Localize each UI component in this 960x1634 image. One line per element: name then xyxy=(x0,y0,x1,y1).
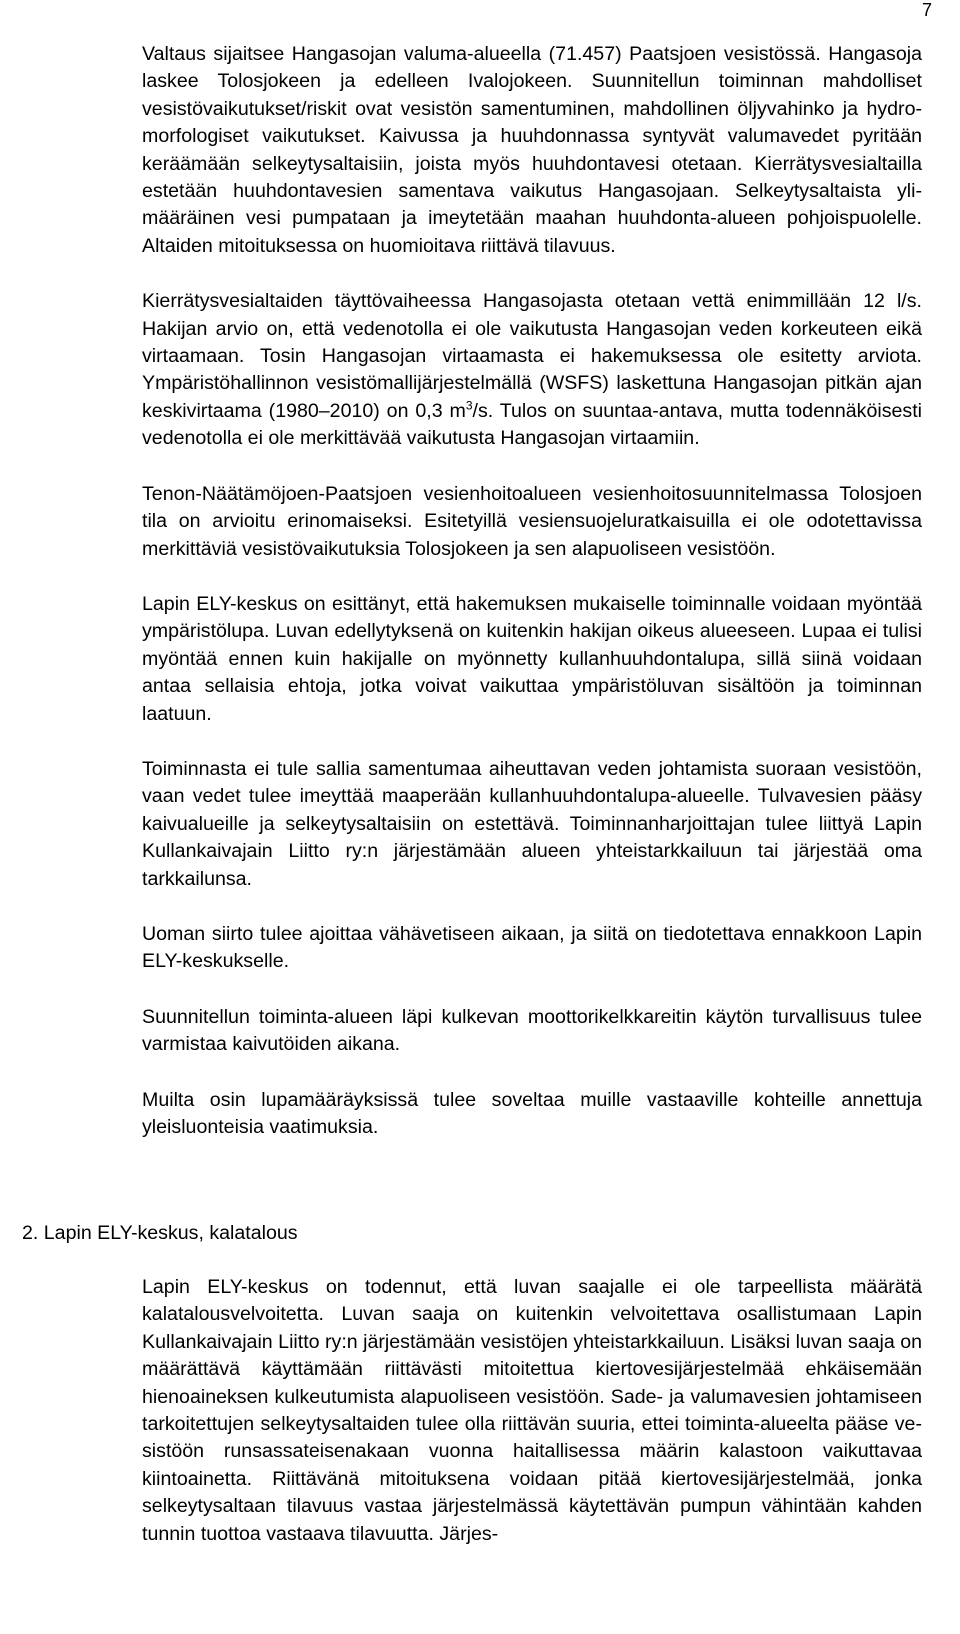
paragraph-4: Lapin ELY-keskus on esittänyt, että hakemuksen mukaiselle toiminnalle voidaan myöntää ympäristölupa. Luvan edellytyksenä on kuitenkin hakijan oikeus alueeseen. Lupaa ei tulisi myöntää ennen kuin hakijalle on myönnetty kullanhuuhdontalupa, sillä siinä voidaan antaa sellaisia ehtoja, jotka voivat vaikuttaa ympäristöluvan sisältöön ja toiminnan laatuun. xyxy=(142,592,922,725)
paragraph-6: Uoman siirto tulee ajoittaa vähävetiseen aikaan, ja siitä on tiedotettava ennakkoon Lapin ELY-keskukselle. xyxy=(142,922,922,973)
paragraph-7: Suunnitellun toiminta-alueen läpi kulkevan moottorikelkkareitin käytön turvallisuus tulee varmistaa kaivutöiden aikana. xyxy=(142,1005,922,1056)
section-heading-text: 2. Lapin ELY-keskus, kalatalous xyxy=(22,1222,298,1244)
section-heading xyxy=(22,1220,298,1247)
paragraph-2-text: Kierrätysvesialtaiden täyttövaiheessa Hangasojasta otetaan vettä enimmillään 12 l/s. Hakijan arvio on, että vedenotolla ei ole vaikutusta Hangasojan veden korkeuteen eikä virtaamaan. Tosin Hangasojan virtaamasta ei hakemuksessa ole esitetty arviota. Ympäristöhallinnon vesistömallijärjestelmällä (WSFS) laskettuna Hangasojan pitkän ajan keskivirtaama (1980–2010) on 0,3 m xyxy=(142,290,922,422)
document-body xyxy=(142,41,922,1169)
paragraph-2 xyxy=(142,288,922,452)
superscript-exponent: 3 xyxy=(465,398,473,413)
paragraph-1: Valtaus sijaitsee Hangasojan valuma-alueella (71.457) Paatsjoen vesistössä. Hangasoja laskee Tolosjokeen ja edelleen Ivalojokeen. Suunnitellun toiminnan mahdolliset vesistövaikutukset/riskit ovat vesistön samentuminen, mahdollinen öljyvahinko ja hydro-morfologiset vaikutukset. Kaivussa ja huuhdonnassa syntyvät valumavedet pyritään keräämään selkeytysaltaisiin, joista myös huuhdontavesi otetaan. Kierrätysvesialtailla estetään huuhdontavesien samentava vaikutus Hangasojaan. Selkeytysaltaista ylimääräinen vesi pumpataan ja imeytetään maahan huuhdonta-alueen pohjoispuolelle. Altaiden mitoituksessa on huomioitava riittävä tilavuus. xyxy=(142,43,922,257)
section-2-paragraph-1: Lapin ELY-keskus on todennut, että luvan saajalle ei ole tarpeellista määrätä kalatalousvelvoitetta. Luvan saaja on kuitenkin velvoitettava osallistumaan Lapin Kullankaivajain Liitto ry:n järjestämään vesistöjen yhteistarkkailuun. Lisäksi luvan saaja on määrättävä käyttämään riittävästi mitoitettua kiertovesijärjestelmää ehkäisemään hienoaineksen kulkeutumista alapuoliseen vesistöön. Sade- ja valumavesien johtamiseen tarkoitettujen selkeytysaltaiden tulee olla riittävän suuria, ettei toiminta-alueelta pääse vesistöön runsassateisenakaan vuonna haitallisessa määrin kalastoon vaikuttavaa kiintoainetta. Riittävänä mitoituksena voidaan pitää kiertovesijärjestelmää, jonka selkeytysaltaan tilavuus vastaa järjestelmässä käytettävän pumpun vähintään kahden tunnin tuottoa vastaava tilavuutta. Järjes- xyxy=(142,1276,922,1545)
paragraph-5: Toiminnasta ei tule sallia samentumaa aiheuttavan veden johtamista suoraan vesistöön, vaan vedet tulee imeyttää maaperään kullanhuuhdontalupa-alueelle. Tulvavesien pääsy kaivualueille ja selkeytysaltaisiin on estettävä. Toiminnanharjoittajan tulee liittyä Lapin Kullankaivajain Liitto ry:n järjestämään alueen yhteistarkkailuun tai järjestää oma tarkkailunsa. xyxy=(142,757,922,890)
paragraph-2-text-continued: /s. Tulos on suuntaa-antava, mutta todennäköisesti vedenotolla ei ole merkittävää vaikutusta Hangasojan virtaamiin. xyxy=(142,399,923,450)
paragraph-3: Tenon-Näätämöjoen-Paatsjoen vesienhoitoalueen vesienhoitosuunnitelmassa Tolosjoen tila on arvioitu erinomaiseksi. Esitetyillä vesiensuojeluratkaisuilla ei ole odotettavissa merkittäviä vesistövaikutuksia Tolosjokeen ja sen alapuoliseen vesistöön. xyxy=(142,482,922,560)
page-number: 7 xyxy=(921,0,932,20)
paragraph-8: Muilta osin lupamääräyksissä tulee soveltaa muille vastaaville kohteille annettuja yleisluonteisia vaatimuksia. xyxy=(142,1088,922,1138)
section-2-body xyxy=(142,1274,922,1576)
